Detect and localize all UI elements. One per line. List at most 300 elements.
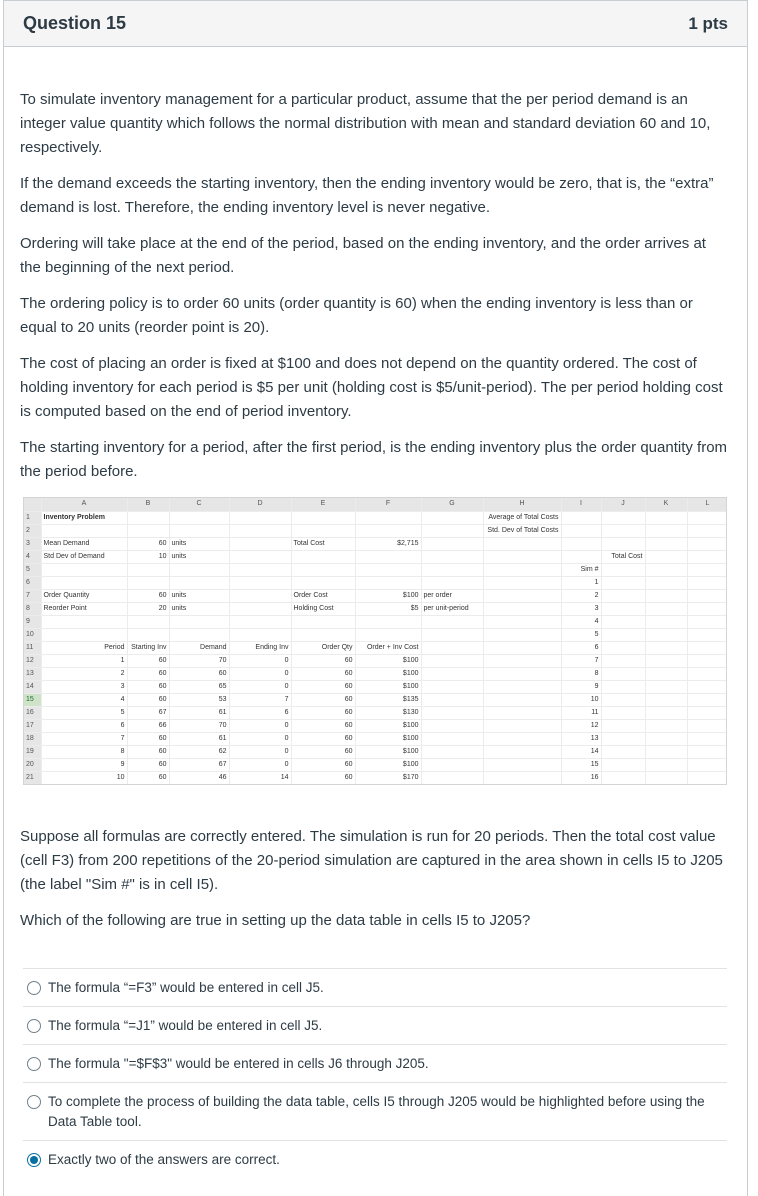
sheet-cell bbox=[41, 563, 127, 576]
sheet-cell bbox=[645, 511, 687, 524]
row-header: 6 bbox=[24, 576, 41, 589]
sheet-cell: Sim # bbox=[561, 563, 601, 576]
sheet-cell bbox=[127, 524, 169, 537]
sheet-cell: $100 bbox=[355, 745, 421, 758]
sheet-cell bbox=[169, 615, 229, 628]
sheet-cell: 9 bbox=[41, 758, 127, 771]
answer-option[interactable] bbox=[23, 1140, 727, 1178]
sheet-cell bbox=[687, 589, 727, 602]
sheet-cell: 60 bbox=[291, 706, 355, 719]
row-header: 15 bbox=[24, 693, 41, 706]
column-header: E bbox=[291, 498, 355, 511]
answer-option[interactable] bbox=[23, 1006, 727, 1044]
sheet-cell bbox=[601, 719, 645, 732]
answer-label[interactable]: The formula “=J1” would be entered in cell J5. bbox=[48, 1018, 323, 1033]
sheet-cell bbox=[483, 537, 561, 550]
sheet-row bbox=[24, 654, 727, 667]
sheet-cell: 14 bbox=[229, 771, 291, 784]
row-header: 16 bbox=[24, 706, 41, 719]
sheet-cell: 16 bbox=[561, 771, 601, 784]
sheet-cell: $100 bbox=[355, 589, 421, 602]
sheet-cell: units bbox=[169, 589, 229, 602]
sheet-row bbox=[24, 732, 727, 745]
column-header: F bbox=[355, 498, 421, 511]
sheet-cell bbox=[687, 511, 727, 524]
row-header: 19 bbox=[24, 745, 41, 758]
sheet-cell bbox=[41, 524, 127, 537]
sheet-cell bbox=[687, 693, 727, 706]
sheet-cell bbox=[229, 537, 291, 550]
sheet-cell bbox=[601, 693, 645, 706]
sheet-cell bbox=[687, 732, 727, 745]
sheet-cell: Mean Demand bbox=[41, 537, 127, 550]
sheet-cell: 60 bbox=[127, 732, 169, 745]
row-header: 3 bbox=[24, 537, 41, 550]
sheet-cell: $100 bbox=[355, 667, 421, 680]
sheet-cell bbox=[601, 732, 645, 745]
sheet-cell: $130 bbox=[355, 706, 421, 719]
sheet-cell bbox=[41, 615, 127, 628]
answer-label[interactable]: Exactly two of the answers are correct. bbox=[48, 1152, 280, 1167]
sheet-cell bbox=[41, 576, 127, 589]
sheet-cell bbox=[421, 511, 483, 524]
sheet-cell bbox=[421, 628, 483, 641]
row-header: 13 bbox=[24, 667, 41, 680]
sheet-cell bbox=[355, 511, 421, 524]
row-header: 4 bbox=[24, 550, 41, 563]
row-header: 17 bbox=[24, 719, 41, 732]
spreadsheet-table bbox=[24, 498, 727, 785]
sheet-cell bbox=[687, 615, 727, 628]
sheet-cell bbox=[645, 693, 687, 706]
sheet-cell: Total Cost bbox=[601, 550, 645, 563]
column-header: K bbox=[645, 498, 687, 511]
answer-label[interactable]: To complete the process of building the data table, cells I5 through J205 would be highlighted before using the Data Table tool. bbox=[48, 1094, 705, 1129]
sheet-cell bbox=[421, 537, 483, 550]
question-points: 1 pts bbox=[688, 13, 728, 33]
sheet-cell bbox=[601, 576, 645, 589]
sheet-cell: 60 bbox=[291, 758, 355, 771]
row-header: 11 bbox=[24, 641, 41, 654]
sheet-cell: 60 bbox=[127, 758, 169, 771]
sheet-cell: 46 bbox=[169, 771, 229, 784]
sheet-cell bbox=[421, 771, 483, 784]
sheet-cell bbox=[601, 615, 645, 628]
sheet-cell bbox=[687, 563, 727, 576]
column-header: I bbox=[561, 498, 601, 511]
sheet-cell: Reorder Point bbox=[41, 602, 127, 615]
sheet-cell bbox=[291, 615, 355, 628]
sheet-cell bbox=[645, 654, 687, 667]
sheet-cell bbox=[687, 524, 727, 537]
sheet-cell: $100 bbox=[355, 680, 421, 693]
sheet-row bbox=[24, 667, 727, 680]
sheet-cell bbox=[645, 602, 687, 615]
sheet-cell bbox=[645, 576, 687, 589]
sheet-cell bbox=[601, 745, 645, 758]
sheet-cell bbox=[687, 680, 727, 693]
sheet-cell: 5 bbox=[41, 706, 127, 719]
sheet-cell bbox=[421, 732, 483, 745]
sheet-cell: 14 bbox=[561, 745, 601, 758]
sheet-cell: 4 bbox=[41, 693, 127, 706]
sheet-row bbox=[24, 771, 727, 784]
sheet-cell bbox=[483, 706, 561, 719]
sheet-cell: 5 bbox=[561, 628, 601, 641]
row-header: 14 bbox=[24, 680, 41, 693]
sheet-cell bbox=[645, 771, 687, 784]
sheet-cell: 60 bbox=[291, 732, 355, 745]
sheet-cell: Ending Inv bbox=[229, 641, 291, 654]
sheet-cell bbox=[483, 550, 561, 563]
sheet-cell: 60 bbox=[291, 680, 355, 693]
sheet-cell: Starting Inv bbox=[127, 641, 169, 654]
sheet-cell: 10 bbox=[41, 771, 127, 784]
sheet-cell bbox=[229, 576, 291, 589]
sheet-row bbox=[24, 550, 727, 563]
sheet-cell: 60 bbox=[127, 745, 169, 758]
sheet-cell: 1 bbox=[41, 654, 127, 667]
sheet-cell bbox=[355, 563, 421, 576]
row-header: 5 bbox=[24, 563, 41, 576]
sheet-cell: Period bbox=[41, 641, 127, 654]
sheet-cell bbox=[601, 537, 645, 550]
sheet-cell: 53 bbox=[169, 693, 229, 706]
sheet-cell bbox=[601, 524, 645, 537]
sheet-cell bbox=[483, 563, 561, 576]
row-header: 21 bbox=[24, 771, 41, 784]
sheet-cell bbox=[127, 576, 169, 589]
radio-button[interactable] bbox=[27, 1095, 41, 1109]
sheet-cell: $100 bbox=[355, 719, 421, 732]
sheet-cell bbox=[169, 628, 229, 641]
sheet-cell: 2 bbox=[561, 589, 601, 602]
sheet-row bbox=[24, 758, 727, 771]
sheet-cell bbox=[291, 524, 355, 537]
sheet-cell bbox=[483, 615, 561, 628]
sheet-cell bbox=[601, 771, 645, 784]
question-paragraph: Ordering will take place at the end of the period, based on the ending inventory, and the order arrives at the beginning of the next period. bbox=[20, 235, 706, 276]
sheet-cell bbox=[483, 576, 561, 589]
sheet-cell bbox=[355, 615, 421, 628]
sheet-cell: 3 bbox=[41, 680, 127, 693]
sheet-cell: Demand bbox=[169, 641, 229, 654]
sheet-cell bbox=[421, 641, 483, 654]
sheet-cell bbox=[229, 563, 291, 576]
question-paragraph: If the demand exceeds the starting inventory, then the ending inventory would be zero, that is, the “extra” demand is lost. Therefore, the ending inventory level is never negative. bbox=[20, 175, 714, 216]
sheet-row bbox=[24, 628, 727, 641]
sheet-cell: 10 bbox=[127, 550, 169, 563]
sheet-cell: Order Qty bbox=[291, 641, 355, 654]
sheet-cell: 0 bbox=[229, 745, 291, 758]
column-header: C bbox=[169, 498, 229, 511]
sheet-cell: 66 bbox=[127, 719, 169, 732]
sheet-cell: 60 bbox=[291, 771, 355, 784]
sheet-cell: 8 bbox=[41, 745, 127, 758]
sheet-cell: Holding Cost bbox=[291, 602, 355, 615]
sheet-cell: $170 bbox=[355, 771, 421, 784]
sheet-row bbox=[24, 745, 727, 758]
sheet-cell bbox=[291, 511, 355, 524]
radio-button[interactable] bbox=[27, 1019, 41, 1033]
sheet-row bbox=[24, 719, 727, 732]
column-header: G bbox=[421, 498, 483, 511]
sheet-cell: units bbox=[169, 537, 229, 550]
sheet-cell bbox=[645, 706, 687, 719]
sheet-cell: 0 bbox=[229, 667, 291, 680]
sheet-row bbox=[24, 524, 727, 537]
sheet-row bbox=[24, 589, 727, 602]
row-header: 2 bbox=[24, 524, 41, 537]
sheet-cell bbox=[291, 628, 355, 641]
sheet-cell bbox=[687, 667, 727, 680]
sheet-cell bbox=[645, 628, 687, 641]
sheet-cell: 12 bbox=[561, 719, 601, 732]
sheet-cell: 60 bbox=[169, 667, 229, 680]
sheet-cell bbox=[601, 641, 645, 654]
sheet-cell bbox=[645, 758, 687, 771]
sheet-cell bbox=[483, 654, 561, 667]
sheet-cell: 6 bbox=[229, 706, 291, 719]
sheet-cell bbox=[421, 706, 483, 719]
column-header: H bbox=[483, 498, 561, 511]
sheet-cell: 10 bbox=[561, 693, 601, 706]
sheet-cell: per unit-period bbox=[421, 602, 483, 615]
sheet-cell bbox=[421, 654, 483, 667]
row-header: 9 bbox=[24, 615, 41, 628]
sheet-cell bbox=[421, 563, 483, 576]
corner-cell bbox=[24, 498, 41, 511]
sheet-row bbox=[24, 602, 727, 615]
sheet-cell bbox=[229, 628, 291, 641]
question-header bbox=[4, 1, 747, 47]
answer-label[interactable]: The formula "=$F$3" would be entered in cells J6 through J205. bbox=[48, 1056, 429, 1071]
sheet-cell bbox=[645, 615, 687, 628]
sheet-cell: Std. Dev of Total Costs bbox=[483, 524, 561, 537]
sheet-cell: 9 bbox=[561, 680, 601, 693]
sheet-cell bbox=[601, 667, 645, 680]
sheet-cell bbox=[483, 758, 561, 771]
row-header: 12 bbox=[24, 654, 41, 667]
sheet-cell bbox=[291, 563, 355, 576]
sheet-cell bbox=[687, 654, 727, 667]
sheet-cell: 0 bbox=[229, 680, 291, 693]
question-prompt: Which of the following are true in setting up the data table in cells I5 to J205? bbox=[20, 912, 531, 929]
sheet-cell: 0 bbox=[229, 758, 291, 771]
row-header: 7 bbox=[24, 589, 41, 602]
sheet-cell bbox=[601, 680, 645, 693]
sheet-cell bbox=[169, 511, 229, 524]
sheet-cell bbox=[421, 719, 483, 732]
sheet-cell bbox=[229, 511, 291, 524]
radio-button[interactable] bbox=[27, 1153, 41, 1167]
sheet-cell: 20 bbox=[127, 602, 169, 615]
sheet-cell bbox=[483, 771, 561, 784]
sheet-cell bbox=[645, 719, 687, 732]
sheet-cell: 62 bbox=[169, 745, 229, 758]
sheet-cell bbox=[687, 537, 727, 550]
sheet-cell: Average of Total Costs bbox=[483, 511, 561, 524]
sheet-cell bbox=[561, 537, 601, 550]
sheet-cell: 2 bbox=[41, 667, 127, 680]
sheet-cell bbox=[687, 602, 727, 615]
answer-label[interactable]: The formula “=F3” would be entered in cell J5. bbox=[48, 980, 324, 995]
sheet-cell bbox=[645, 641, 687, 654]
answer-option[interactable] bbox=[23, 1082, 727, 1140]
sheet-cell: 7 bbox=[229, 693, 291, 706]
sheet-cell: Inventory Problem bbox=[41, 511, 127, 524]
sheet-cell: 65 bbox=[169, 680, 229, 693]
sheet-cell: 60 bbox=[291, 745, 355, 758]
sheet-row bbox=[24, 563, 727, 576]
sheet-cell: 60 bbox=[127, 537, 169, 550]
sheet-cell bbox=[483, 667, 561, 680]
sheet-cell: 60 bbox=[127, 667, 169, 680]
sheet-cell bbox=[561, 550, 601, 563]
sheet-cell: 60 bbox=[291, 667, 355, 680]
sheet-cell bbox=[687, 641, 727, 654]
sheet-cell: 60 bbox=[127, 680, 169, 693]
sheet-cell bbox=[291, 550, 355, 563]
sheet-cell bbox=[229, 524, 291, 537]
sheet-row bbox=[24, 706, 727, 719]
sheet-cell: 15 bbox=[561, 758, 601, 771]
sheet-row bbox=[24, 511, 727, 524]
sheet-cell: 60 bbox=[291, 693, 355, 706]
sheet-cell bbox=[687, 706, 727, 719]
sheet-cell: 61 bbox=[169, 706, 229, 719]
sheet-cell bbox=[421, 693, 483, 706]
sheet-cell bbox=[291, 576, 355, 589]
question-paragraph: To simulate inventory management for a particular product, assume that the per period demand is an integer value quantity which follows the normal distribution with mean and standard deviation 60 and 10, respectively. bbox=[20, 91, 711, 156]
sheet-cell bbox=[601, 589, 645, 602]
sheet-cell: 60 bbox=[291, 654, 355, 667]
sheet-cell bbox=[229, 615, 291, 628]
sheet-cell: 67 bbox=[127, 706, 169, 719]
sheet-row bbox=[24, 641, 727, 654]
sheet-cell bbox=[483, 693, 561, 706]
question-paragraph: The cost of placing an order is fixed at $100 and does not depend on the quantity ordered. The cost of holding inventory for each period is $5 per unit (holding cost is $5/unit-period). The per period holding cost is computed based on the end of period inventory. bbox=[20, 355, 723, 420]
sheet-cell bbox=[601, 511, 645, 524]
sheet-cell bbox=[687, 550, 727, 563]
sheet-cell bbox=[127, 563, 169, 576]
sheet-cell bbox=[561, 524, 601, 537]
column-header: L bbox=[687, 498, 727, 511]
row-header: 10 bbox=[24, 628, 41, 641]
sheet-cell bbox=[601, 563, 645, 576]
sheet-cell bbox=[483, 719, 561, 732]
sheet-cell bbox=[645, 537, 687, 550]
sheet-cell: 60 bbox=[291, 719, 355, 732]
sheet-cell bbox=[687, 628, 727, 641]
sheet-cell bbox=[601, 654, 645, 667]
sheet-cell: $135 bbox=[355, 693, 421, 706]
question-paragraph: The starting inventory for a period, after the first period, is the ending inventory plus the order quantity from the period before. bbox=[20, 439, 728, 480]
sheet-cell bbox=[483, 745, 561, 758]
row-header: 8 bbox=[24, 602, 41, 615]
sheet-cell: $100 bbox=[355, 732, 421, 745]
sheet-cell: 0 bbox=[229, 719, 291, 732]
row-header: 1 bbox=[24, 511, 41, 524]
sheet-cell bbox=[229, 589, 291, 602]
answer-option[interactable] bbox=[23, 968, 727, 1006]
radio-button[interactable] bbox=[27, 1057, 41, 1071]
sheet-cell bbox=[601, 602, 645, 615]
sheet-cell bbox=[355, 576, 421, 589]
sheet-row bbox=[24, 537, 727, 550]
answer-option[interactable] bbox=[23, 1044, 727, 1082]
sheet-cell: 3 bbox=[561, 602, 601, 615]
sheet-cell: $100 bbox=[355, 758, 421, 771]
sheet-cell bbox=[169, 524, 229, 537]
answer-list bbox=[23, 968, 727, 1178]
column-header: D bbox=[229, 498, 291, 511]
sheet-cell: 61 bbox=[169, 732, 229, 745]
sheet-cell: 13 bbox=[561, 732, 601, 745]
sheet-cell: $5 bbox=[355, 602, 421, 615]
sheet-cell: 67 bbox=[169, 758, 229, 771]
sheet-row bbox=[24, 615, 727, 628]
sheet-cell: 7 bbox=[41, 732, 127, 745]
sheet-cell: units bbox=[169, 550, 229, 563]
column-header: J bbox=[601, 498, 645, 511]
radio-button[interactable] bbox=[27, 981, 41, 995]
sheet-cell: 60 bbox=[127, 693, 169, 706]
sheet-cell: per order bbox=[421, 589, 483, 602]
question-paragraph: The ordering policy is to order 60 units (order quantity is 60) when the ending inventory is less than or equal to 20 units (reorder point is 20). bbox=[20, 295, 693, 336]
sheet-cell bbox=[687, 758, 727, 771]
sheet-cell bbox=[41, 628, 127, 641]
sheet-cell: Order + Inv Cost bbox=[355, 641, 421, 654]
sheet-row bbox=[24, 576, 727, 589]
sheet-cell bbox=[601, 758, 645, 771]
spreadsheet-image bbox=[23, 497, 727, 785]
sheet-cell: 60 bbox=[127, 589, 169, 602]
sheet-cell bbox=[483, 732, 561, 745]
sheet-cell bbox=[169, 563, 229, 576]
sheet-cell: Order Cost bbox=[291, 589, 355, 602]
column-header: B bbox=[127, 498, 169, 511]
sheet-cell bbox=[421, 550, 483, 563]
sheet-cell: 70 bbox=[169, 719, 229, 732]
sheet-cell bbox=[645, 732, 687, 745]
sheet-cell bbox=[355, 550, 421, 563]
sheet-cell: units bbox=[169, 602, 229, 615]
sheet-cell bbox=[421, 524, 483, 537]
sheet-cell bbox=[421, 758, 483, 771]
sheet-cell: $100 bbox=[355, 654, 421, 667]
sheet-cell bbox=[421, 680, 483, 693]
sheet-cell bbox=[483, 680, 561, 693]
sheet-cell: 8 bbox=[561, 667, 601, 680]
sheet-cell: $2,715 bbox=[355, 537, 421, 550]
sheet-cell: 4 bbox=[561, 615, 601, 628]
sheet-cell bbox=[561, 511, 601, 524]
question-title: Question 15 bbox=[23, 13, 127, 33]
sheet-cell bbox=[127, 615, 169, 628]
sheet-cell bbox=[127, 511, 169, 524]
sheet-cell bbox=[687, 719, 727, 732]
sheet-cell: 1 bbox=[561, 576, 601, 589]
sheet-cell: 60 bbox=[127, 771, 169, 784]
sheet-cell: 6 bbox=[41, 719, 127, 732]
sheet-cell bbox=[483, 589, 561, 602]
sheet-cell bbox=[645, 563, 687, 576]
sheet-cell bbox=[355, 524, 421, 537]
sheet-cell: 60 bbox=[127, 654, 169, 667]
sheet-cell: 70 bbox=[169, 654, 229, 667]
column-header: A bbox=[41, 498, 127, 511]
